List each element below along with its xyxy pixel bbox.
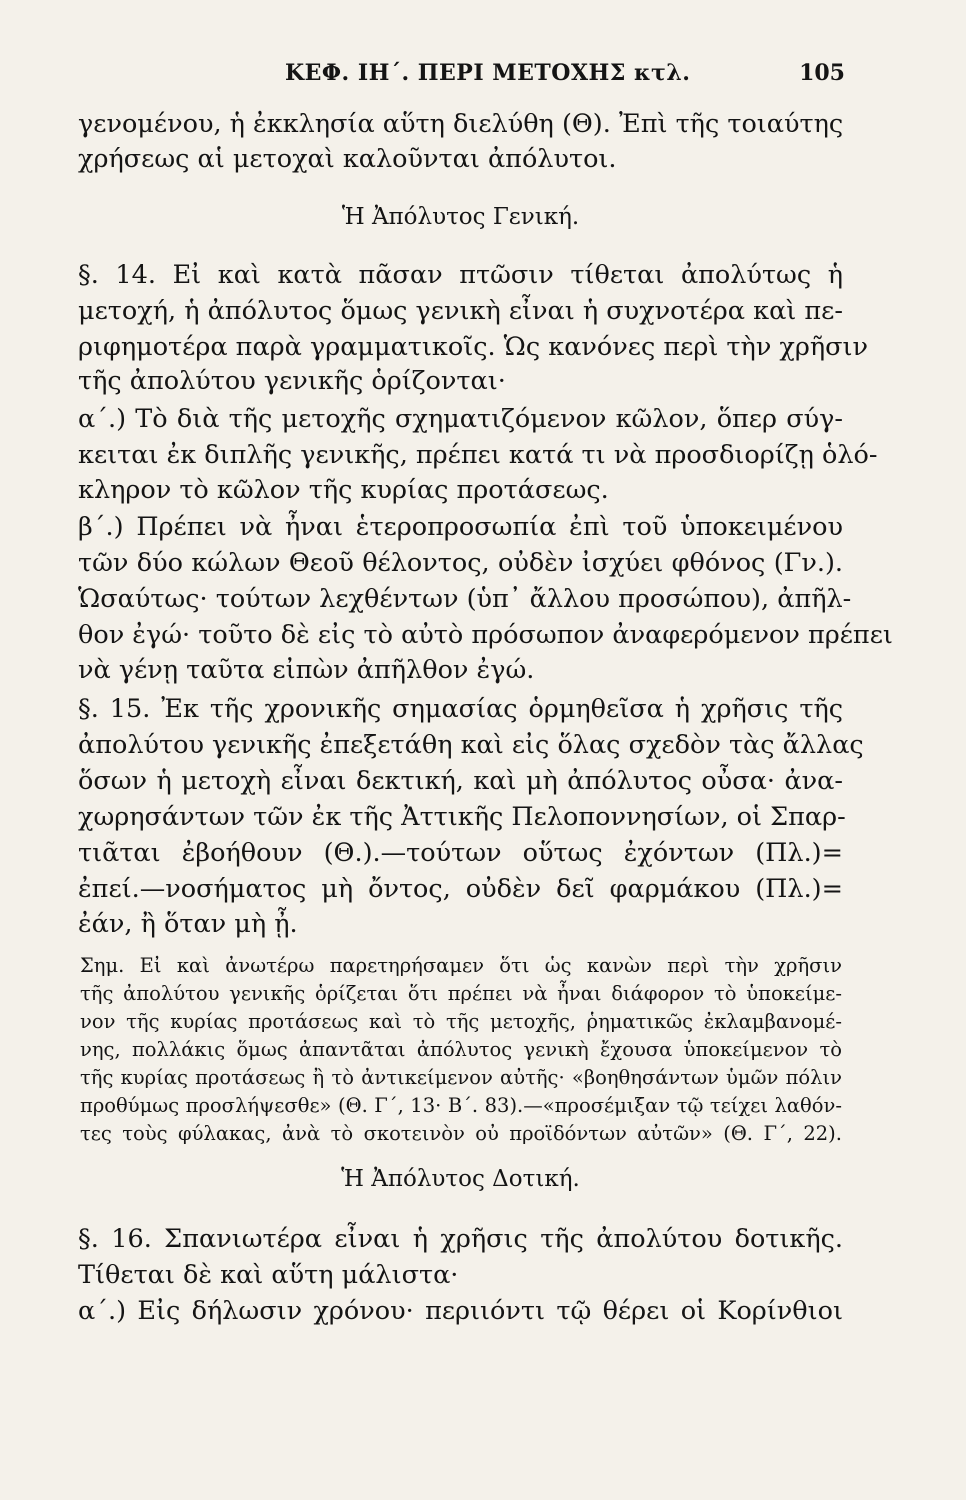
text-line: ἀπολύτου γενικῆς ἐπεξετάθη καὶ εἰς ὅλας σχεδὸν τὰς ἄλλας [78,730,864,760]
chapter-title: ΚΕΦ. ΙΗ΄. ΠΕΡΙ ΜΕΤΟΧΗΣ κτλ. [285,60,691,86]
text-line: κειται ἐκ διπλῆς γενικῆς, πρέπει κατά τι νὰ προσδιορίζῃ ὁλό- [78,440,878,470]
text-line: ὅσων ἡ μετοχὴ εἶναι δεκτική, καὶ μὴ ἀπόλυτος οὖσα· ἀνα- [78,766,843,796]
note-line: τες τοὺς φύλακας, ἀνὰ τὸ σκοτεινὸν οὐ προϊδόντων αὐτῶν» (Θ. Γ΄, 22). [80,1122,842,1145]
text-line: χρήσεως αἱ μετοχαὶ καλοῦνται ἀπόλυτοι. [78,144,617,174]
text-line: κληρον τὸ κῶλον τῆς κυρίας προτάσεως. [78,475,609,505]
text-line: §. 14. Εἰ καὶ κατὰ πᾶσαν πτῶσιν τίθεται ἀπολύτως ἡ [78,260,843,290]
text-line: ριφημοτέρα παρὰ γραμματικοῖς. Ὡς κανόνες περὶ τὴν χρῆσιν [78,332,869,362]
text-line: τῆς ἀπολύτου γενικῆς ὁρίζονται· [78,366,506,396]
text-line: ἐάν, ἢ ὅταν μὴ ᾖ. [78,909,298,939]
text-line: γενομένου, ἡ ἐκκλησία αὕτη διελύθη (Θ). Ἐπὶ τῆς τοιαύτης [78,109,844,139]
page-number: 105 [799,60,845,86]
running-header [255,58,845,90]
note-line: τῆς κυρίας προτάσεως ἢ τὸ ἀντικείμενον αὐτῆς· «βοηθησάντων ὑμῶν πόλιν [80,1066,842,1089]
text-line: β΄.) Πρέπει νὰ ἦναι ἑτεροπροσωπία ἐπὶ τοῦ ὑποκειμένου [78,512,843,542]
text-line: χωρησάντων τῶν ἐκ τῆς Ἀττικῆς Πελοποννησίων, οἱ Σπαρ- [78,802,846,832]
text-line: τῶν δύο κώλων Θεοῦ θέλοντος, οὐδὲν ἰσχύει φθόνος (Γν.). [78,548,843,578]
text-line: Τίθεται δὲ καὶ αὕτη μάλιστα· [78,1260,459,1290]
text-line: μετοχή, ἡ ἀπόλυτος ὅμως γενικὴ εἶναι ἡ συχνοτέρα καὶ πε- [78,296,843,326]
note-line: Σημ. Εἰ καὶ ἀνωτέρω παρετηρήσαμεν ὅτι ὡς κανὼν περὶ τὴν χρῆσιν [80,954,842,977]
note-line: προθύμως προσλήψεσθε» (Θ. Γ΄, 13· Β΄. 83).—«προσέμιξαν τῷ τείχει λαθόν- [80,1094,842,1117]
text-line: §. 16. Σπανιωτέρα εἶναι ἡ χρῆσις τῆς ἀπολύτου δοτικῆς. [78,1224,843,1254]
text-line: θον ἐγώ· τοῦτο δὲ εἰς τὸ αὐτὸ πρόσωπον ἀναφερόμενον πρέπει [78,620,893,650]
text-line: ἐπεί.—νοσήματος μὴ ὄντος, οὐδὲν δεῖ φαρμάκου (Πλ.)= [78,874,843,904]
text-line: τιᾶται ἐβοήθουν (Θ.).—τούτων οὕτως ἐχόντων (Πλ.)= [78,838,843,868]
note-line: τῆς ἀπολύτου γενικῆς ὁρίζεται ὅτι πρέπει νὰ ἦναι διάφορον τὸ ὑποκείμε- [80,982,842,1005]
text-line: §. 15. Ἐκ τῆς χρονικῆς σημασίας ὁρμηθεῖσα ἡ χρῆσις τῆς [78,694,843,724]
section-heading: Ἡ Ἀπόλυτος Δοτική. [341,1166,580,1192]
text-line: α΄.) Εἰς δήλωσιν χρόνου· περιιόντι τῷ θέρει οἱ Κορίνθιοι [78,1296,843,1326]
text-line: Ὡσαύτως· τούτων λεχθέντων (ὑπ᾽ ἄλλου προσώπου), ἀπῆλ- [78,584,852,614]
note-line: νης, πολλάκις ὅμως ἀπαντᾶται ἀπόλυτος γενικὴ ἔχουσα ὑποκείμενον τὸ [80,1038,842,1061]
note-line: νον τῆς κυρίας προτάσεως καὶ τὸ τῆς μετοχῆς, ῥηματικῶς ἐκλαμβανομέ- [80,1010,842,1033]
text-line: νὰ γένῃ ταῦτα εἰπὼν ἀπῆλθον ἐγώ. [78,655,535,685]
text-line: α΄.) Τὸ διὰ τῆς μετοχῆς σχηματιζόμενον κῶλον, ὅπερ σύγ- [78,404,843,434]
section-heading: Ἡ Ἀπόλυτος Γενική. [341,204,580,230]
